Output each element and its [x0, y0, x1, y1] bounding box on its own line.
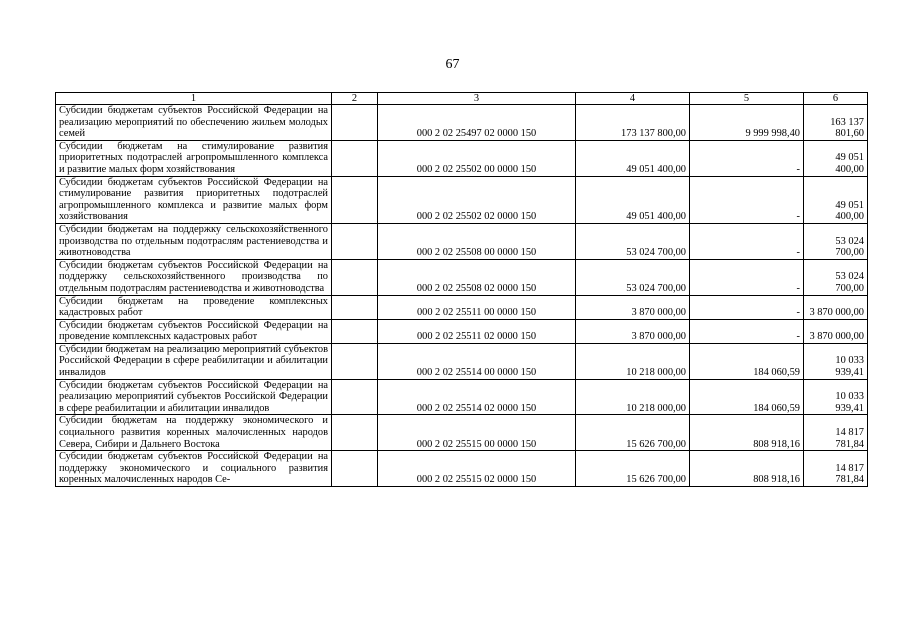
table-row [56, 105, 868, 141]
table-row [56, 223, 868, 259]
row-empty-cell [332, 451, 378, 487]
row-name-cell: Субсидии бюджетам субъектов Российской Федерации на проведение комплексных кадастровых работ [56, 319, 332, 343]
row-difference-value-cell: 184 060,59 [690, 343, 804, 379]
row-name-cell: Субсидии бюджетам на стимулирование развития приоритетных подотраслей агропромышленного комплекса и развитие малых форм хозяйствования [56, 140, 332, 176]
table-row [56, 451, 868, 487]
header-cell: 1 [56, 93, 332, 105]
row-executed-value-cell: 3 870 000,00 [804, 319, 868, 343]
table-row [56, 176, 868, 223]
row-empty-cell [332, 105, 378, 141]
row-name-cell: Субсидии бюджетам на реализацию мероприятий субъектов Российской Федерации в сфере реабилитации и абилитации инвалидов [56, 343, 332, 379]
row-approved-value-cell: 10 218 000,00 [576, 343, 690, 379]
row-empty-cell [332, 140, 378, 176]
row-empty-cell [332, 379, 378, 415]
row-empty-cell [332, 415, 378, 451]
row-approved-value-cell: 53 024 700,00 [576, 223, 690, 259]
row-executed-value-cell: 10 033 939,41 [804, 379, 868, 415]
row-approved-value-cell: 15 626 700,00 [576, 415, 690, 451]
row-empty-cell [332, 223, 378, 259]
row-difference-value-cell: 9 999 998,40 [690, 105, 804, 141]
row-code-cell: 000 2 02 25502 00 0000 150 [378, 140, 576, 176]
row-approved-value-cell: 10 218 000,00 [576, 379, 690, 415]
row-approved-value-cell: 49 051 400,00 [576, 140, 690, 176]
table-row [56, 319, 868, 343]
row-executed-value-cell: 49 051 400,00 [804, 140, 868, 176]
row-name-cell: Субсидии бюджетам на поддержку экономического и социального развития коренных малочисленных народов Севера, Сибири и Дальнего Востока [56, 415, 332, 451]
header-cell: 6 [804, 93, 868, 105]
row-code-cell: 000 2 02 25515 02 0000 150 [378, 451, 576, 487]
row-empty-cell [332, 319, 378, 343]
row-code-cell: 000 2 02 25515 00 0000 150 [378, 415, 576, 451]
row-name-cell: Субсидии бюджетам на поддержку сельскохозяйственного производства по отдельным подотраслям растениеводства и животноводства [56, 223, 332, 259]
table-row [56, 140, 868, 176]
row-code-cell: 000 2 02 25514 02 0000 150 [378, 379, 576, 415]
table-header-row [56, 93, 868, 105]
row-empty-cell [332, 343, 378, 379]
row-code-cell: 000 2 02 25511 00 0000 150 [378, 295, 576, 319]
row-approved-value-cell: 53 024 700,00 [576, 259, 690, 295]
table-row [56, 379, 868, 415]
row-name-cell: Субсидии бюджетам субъектов Российской Федерации на реализацию мероприятий по обеспечению жильем молодых семей [56, 105, 332, 141]
row-approved-value-cell: 49 051 400,00 [576, 176, 690, 223]
row-code-cell: 000 2 02 25511 02 0000 150 [378, 319, 576, 343]
row-executed-value-cell: 53 024 700,00 [804, 223, 868, 259]
row-code-cell: 000 2 02 25508 02 0000 150 [378, 259, 576, 295]
page-number: 67 [445, 57, 460, 72]
row-approved-value-cell: 15 626 700,00 [576, 451, 690, 487]
row-approved-value-cell: 173 137 800,00 [576, 105, 690, 141]
row-code-cell: 000 2 02 25502 02 0000 150 [378, 176, 576, 223]
row-empty-cell [332, 295, 378, 319]
row-name-cell: Субсидии бюджетам субъектов Российской Федерации на поддержку сельскохозяйственного производства по отдельным подотраслям растениеводства и животноводства [56, 259, 332, 295]
row-name-cell: Субсидии бюджетам субъектов Российской Федерации на реализацию мероприятий субъектов Российской Федерации в сфере реабилитации и абилитации инвалидов [56, 379, 332, 415]
row-executed-value-cell: 3 870 000,00 [804, 295, 868, 319]
header-cell: 5 [690, 93, 804, 105]
row-executed-value-cell: 10 033 939,41 [804, 343, 868, 379]
row-difference-value-cell: 808 918,16 [690, 451, 804, 487]
row-difference-value-cell: - [690, 176, 804, 223]
row-name-cell: Субсидии бюджетам на проведение комплексных кадастровых работ [56, 295, 332, 319]
row-difference-value-cell: - [690, 295, 804, 319]
row-empty-cell [332, 176, 378, 223]
row-code-cell: 000 2 02 25497 02 0000 150 [378, 105, 576, 141]
row-name-cell: Субсидии бюджетам субъектов Российской Федерации на поддержку экономического и социального развития коренных малочисленных народов Се- [56, 451, 332, 487]
row-approved-value-cell: 3 870 000,00 [576, 295, 690, 319]
table-row [56, 415, 868, 451]
row-empty-cell [332, 259, 378, 295]
header-cell: 4 [576, 93, 690, 105]
row-executed-value-cell: 14 817 781,84 [804, 451, 868, 487]
row-difference-value-cell: - [690, 223, 804, 259]
table-row [56, 259, 868, 295]
header-cell: 3 [378, 93, 576, 105]
table-row [56, 295, 868, 319]
row-executed-value-cell: 49 051 400,00 [804, 176, 868, 223]
row-code-cell: 000 2 02 25514 00 0000 150 [378, 343, 576, 379]
budget-table [55, 92, 868, 487]
row-executed-value-cell: 163 137 801,60 [804, 105, 868, 141]
row-difference-value-cell: - [690, 140, 804, 176]
row-difference-value-cell: 808 918,16 [690, 415, 804, 451]
row-name-cell: Субсидии бюджетам субъектов Российской Федерации на стимулирование развития приоритетных подотраслей агропромышленного комплекса и развитие малых форм хозяйствования [56, 176, 332, 223]
row-difference-value-cell: - [690, 319, 804, 343]
header-cell: 2 [332, 93, 378, 105]
table-row [56, 343, 868, 379]
row-executed-value-cell: 14 817 781,84 [804, 415, 868, 451]
row-difference-value-cell: 184 060,59 [690, 379, 804, 415]
row-executed-value-cell: 53 024 700,00 [804, 259, 868, 295]
row-difference-value-cell: - [690, 259, 804, 295]
row-code-cell: 000 2 02 25508 00 0000 150 [378, 223, 576, 259]
row-approved-value-cell: 3 870 000,00 [576, 319, 690, 343]
